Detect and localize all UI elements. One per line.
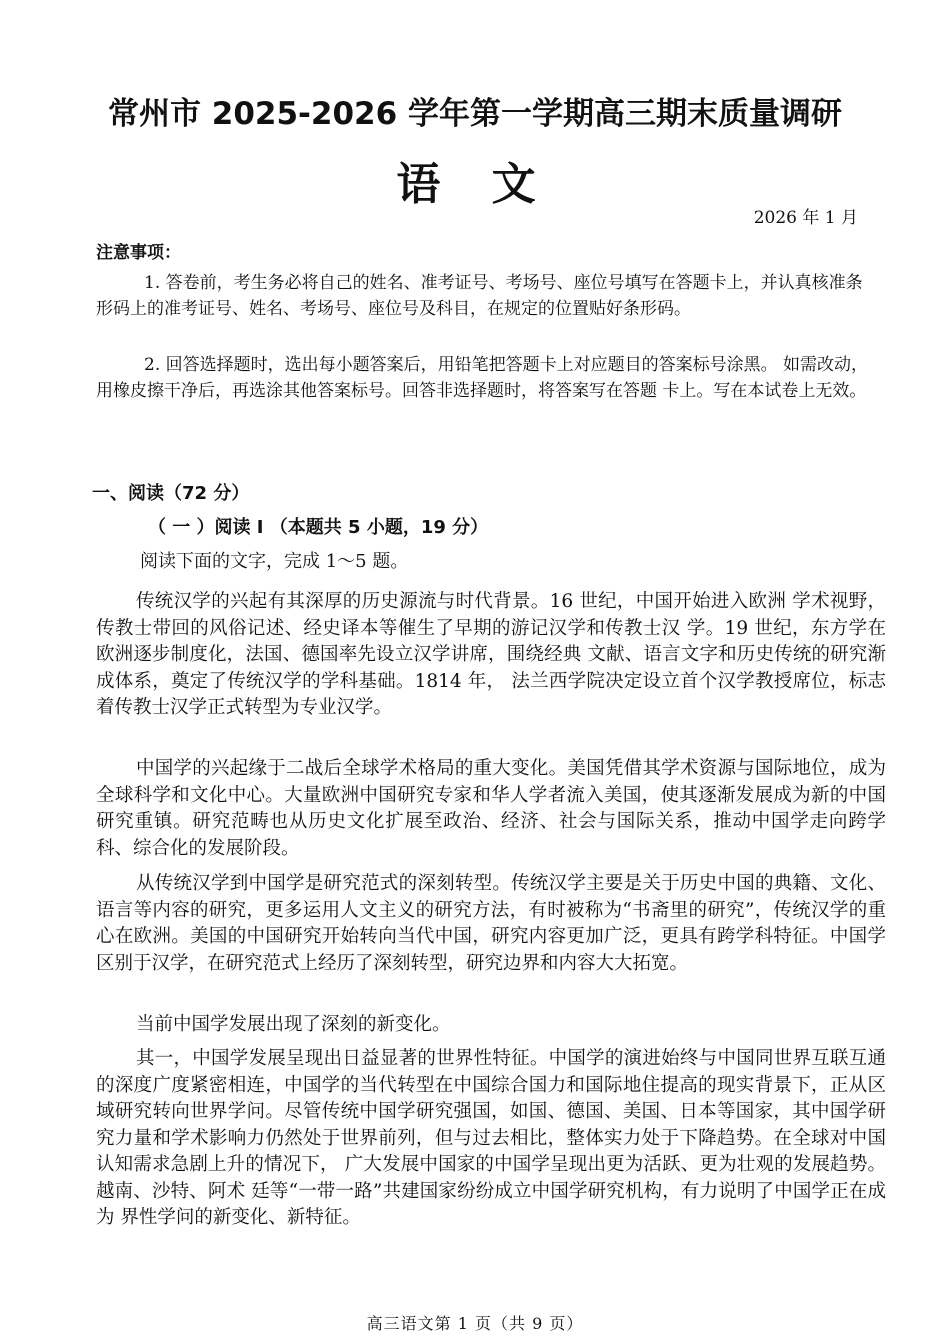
notice-item: 1. 答卷前，考生务必将自己的姓名、准考证号、考场号、座位号填写在答题卡上，并认真核准条形码上的准考证号、姓名、考场号、座位号及科目，在规定的位置贴好条形码。 bbox=[96, 273, 863, 319]
page-footer: 高三语文第 1 页（共 9 页） bbox=[366, 1314, 584, 1333]
passage-paragraph: 其一，中国学发展呈现出日益显著的世界性特征。中国学的演进始终与中国同世界互联互通的深度广度紧密相连，中国学的当代转型在中国综合国力和国际地住提高的现实背景下，正从区域研究转向世界学问。尽管传统中国学研究强国，如国、德国、美国、日本等国家，其中国学研究力量和学术影响力仍然处于世界前列，但与过去相比，整体实力处于下降趋势。在全球对中国认知需求急剧上升的情况下， 广大发展中国家的中国学呈现出更为活跃、更为壮观的发展趋势。越南、沙特、阿术 廷等“一带一路”共建国家纷纷成立中国学研究机构，有力说明了中国学正在成为 界性学问的新变化、新特征。 bbox=[96, 1048, 886, 1228]
passage-paragraph: 传统汉学的兴起有其深厚的历史源流与时代背景。16 世纪，中国开始进入欧洲 学术视野，传教士带回的风俗记述、经史译本等催生了早期的游记汉学和传教士汉 学。19 世纪，东方学在欧洲逐步制度化，法国、德国率先设立汉学讲席，围绕经典 文献、语言文字和历史传统的研究渐成体系，奠定了传统汉学的学科基础。1814 年， 法兰西学院决定设立首个汉学教授席位，标志着传教士汉学正式转型为专业汉学。 bbox=[96, 591, 886, 718]
passage-paragraph: 从传统汉学到中国学是研究范式的深刻转型。传统汉学主要是关于历史中国的典籍、文化、语言等内容的研究，更多运用人文主义的研究方法，有时被称为“书斋里的研究”，传统汉学的重心在欧洲。美国的中国研究开始转向当代中国，研究内容更加广泛，更具有跨学科特征。中国学区别于汉学，在研究范式上经历了深刻转型，研究边界和内容大大拓宽。 bbox=[96, 873, 886, 974]
passage-paragraph: 中国学的兴起缘于二战后全球学术格局的重大变化。美国凭借其学术资源与国际地位，成为全球科学和文化中心。大量欧洲中国研究专家和华人学者流入美国，使其逐渐发展成为新的中国研究重镇。研究范畴也从历史文化扩展至政治、经济、社会与国际关系，推动中国学走向跨学科、综合化的发展阶段。 bbox=[96, 758, 886, 859]
passage-paragraph: 当前中国学发展出现了深刻的新变化。 bbox=[136, 1014, 451, 1035]
exam-title: 常州市 2025-2026 学年第一学期高三期末质量调研 bbox=[107, 96, 842, 132]
notice-item: 2. 回答选择题时，选出每小题答案后，用铅笔把答题卡上对应题目的答案标号涂黑。 如需改动，用橡皮擦干净后，再选涂其他答案标号。回答非选择题时，将答案写在答题 卡上。写在本试卷上无效。 bbox=[96, 355, 869, 401]
exam-date: 2026 年 1 月 bbox=[753, 208, 858, 228]
reading-instruction: 阅读下面的文字，完成 1～5 题。 bbox=[140, 551, 409, 572]
notice-heading: 注意事项： bbox=[96, 243, 181, 263]
subsection-heading: （ 一 ）阅读 I （本题共 5 小题，19 分） bbox=[148, 517, 489, 538]
section-heading: 一、阅读（72 分） bbox=[92, 483, 250, 504]
subject-title: 语 文 bbox=[396, 159, 554, 210]
